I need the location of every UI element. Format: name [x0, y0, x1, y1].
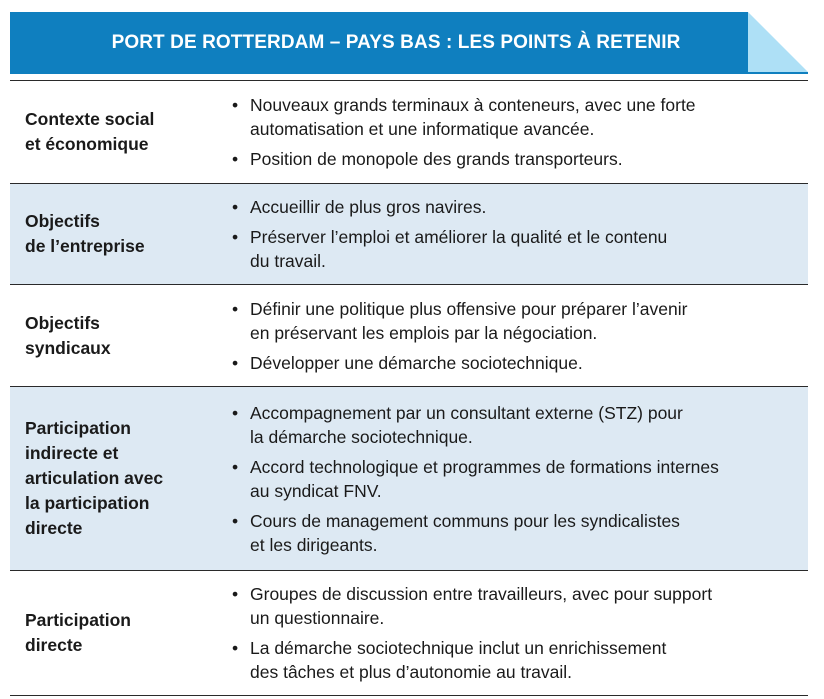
- bullet-icon: •: [232, 95, 239, 115]
- bullet-icon: •: [232, 352, 239, 373]
- bullet-item: [230, 93, 798, 141]
- bullet-item: [230, 509, 798, 557]
- table-row: [10, 386, 808, 570]
- bullet-icon: •: [232, 638, 239, 658]
- bullet-item: [230, 351, 798, 375]
- bullet-icon: •: [232, 584, 239, 604]
- row-label: Objectifs de l’entreprise: [25, 211, 145, 256]
- bullet-list: [230, 387, 798, 570]
- bullet-list: [230, 285, 798, 386]
- bullet-text: Définir une politique plus offensive pour préparer l’avenir en préservant les emplois par la négociation.: [250, 298, 688, 343]
- bullet-item: [230, 582, 798, 630]
- bullet-list: [230, 571, 798, 695]
- bullet-text: Préserver l’emploi et améliorer la qualité et le contenu du travail.: [250, 227, 668, 271]
- bullet-text: Accord technologique et programmes de formations internes au syndicat FNV.: [250, 456, 719, 501]
- bullet-icon: •: [232, 402, 239, 423]
- table-row: [10, 80, 808, 183]
- bullet-item: [230, 455, 798, 503]
- bullet-item: [230, 195, 798, 219]
- table-title: PORT DE ROTTERDAM – PAYS BAS : LES POINTS À RETENIR: [111, 32, 681, 53]
- table-row: [10, 570, 808, 696]
- bullet-icon: •: [232, 227, 239, 247]
- table-row: [10, 284, 808, 386]
- bullet-icon: •: [232, 298, 239, 319]
- bullet-list: [230, 184, 798, 284]
- row-label: Contexte social et économique: [25, 109, 155, 154]
- table-body: [10, 80, 808, 696]
- bullet-text: Cours de management communs pour les syndicalistes et les dirigeants.: [250, 510, 680, 555]
- bullet-item: [230, 401, 798, 449]
- bullet-list: [230, 81, 798, 183]
- row-label: Participation indirecte et articulation avec la participation directe: [25, 418, 164, 538]
- table-row: [10, 183, 808, 284]
- bullet-text: La démarche sociotechnique inclut un enrichissement des tâches et plus d’autonomie au travail.: [250, 638, 667, 682]
- bullet-item: [230, 297, 798, 345]
- bullet-text: Groupes de discussion entre travailleurs, avec pour support un questionnaire.: [250, 584, 713, 628]
- bullet-text: Accueillir de plus gros navires.: [250, 197, 487, 217]
- summary-table: [10, 12, 808, 688]
- bullet-icon: •: [232, 456, 239, 477]
- folded-corner: [748, 12, 808, 72]
- bullet-text: Développer une démarche sociotechnique.: [250, 352, 583, 373]
- bullet-icon: •: [232, 510, 239, 531]
- bullet-text: Position de monopole des grands transporteurs.: [250, 149, 623, 169]
- bullet-icon: •: [232, 197, 239, 217]
- bullet-item: [230, 225, 798, 273]
- bullet-item: [230, 147, 798, 171]
- bullet-item: [230, 636, 798, 684]
- bullet-icon: •: [232, 149, 239, 169]
- row-label: Participation directe: [25, 610, 131, 655]
- table-header: [10, 12, 808, 74]
- row-label: Objectifs syndicaux: [25, 312, 111, 358]
- bullet-text: Accompagnement par un consultant externe (STZ) pour la démarche sociotechnique.: [250, 402, 683, 447]
- bullet-text: Nouveaux grands terminaux à conteneurs, avec une forte automatisation et une informatique avancée.: [250, 95, 696, 139]
